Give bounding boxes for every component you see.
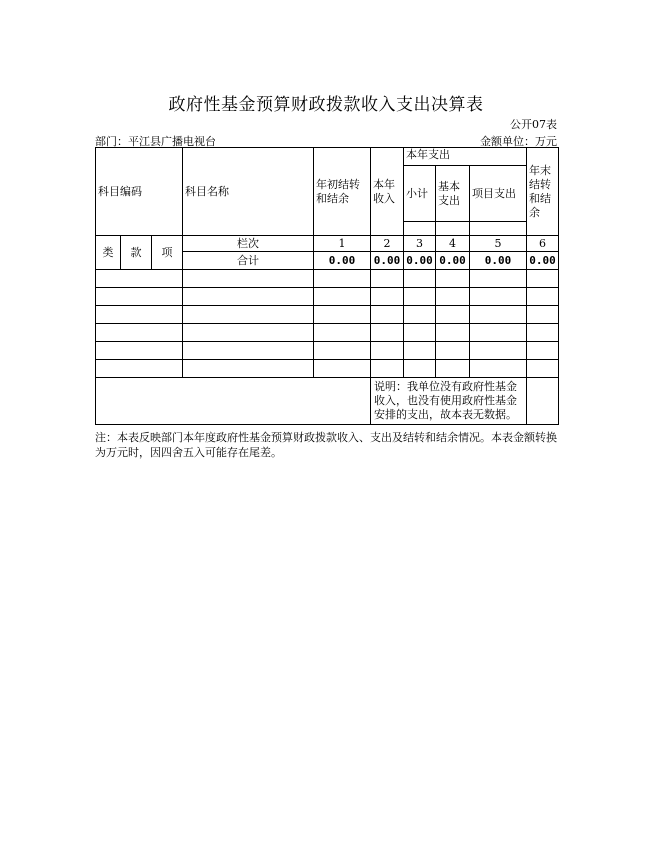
col-num: 5 [470, 236, 527, 252]
header-kuan: 款 [121, 236, 152, 270]
table-row [96, 342, 559, 360]
col-num: 4 [436, 236, 470, 252]
table-row [96, 288, 559, 306]
header-opening-balance: 年初结转和结余 [314, 148, 371, 236]
note-blank [96, 378, 371, 425]
col-num: 6 [527, 236, 559, 252]
header-basic: 基本支出 [436, 166, 470, 222]
total-opening-balance: 0.00 [314, 252, 371, 270]
total-closing-balance: 0.00 [527, 252, 559, 270]
total-subtotal: 0.00 [404, 252, 436, 270]
header-xiang: 项 [152, 236, 183, 270]
col-num: 2 [371, 236, 404, 252]
budget-table [95, 147, 559, 425]
department-label: 部门：平江县广播电视台 [95, 135, 216, 148]
header-spacer [436, 222, 470, 236]
page-title: 政府性基金预算财政拨款收入支出决算表 [168, 95, 484, 115]
header-spacer [470, 222, 527, 236]
total-project: 0.00 [470, 252, 527, 270]
header-project: 项目支出 [470, 166, 527, 222]
total-label: 合计 [183, 252, 314, 270]
total-income: 0.00 [371, 252, 404, 270]
table-row [96, 324, 559, 342]
header-income: 本年收入 [371, 148, 404, 236]
unit-label: 金额单位：万元 [480, 135, 557, 148]
table-row [96, 360, 559, 378]
row-number-label: 栏次 [183, 236, 314, 252]
footnote: 注：本表反映部门本年度政府性基金预算财政拨款收入、支出及结转和结余情况。本表金额转换为万元时，因四舍五入可能存在尾差。 [95, 431, 557, 459]
col-num: 1 [314, 236, 371, 252]
col-num: 3 [404, 236, 436, 252]
header-closing-balance: 年末结转和结余 [527, 148, 559, 236]
header-subject-code: 科目编码 [96, 148, 183, 236]
header-spacer [404, 222, 436, 236]
header-lei: 类 [96, 236, 121, 270]
header-subtotal: 小计 [404, 166, 436, 222]
note-cell: 说明：我单位没有政府性基金收入，也没有使用政府性基金安排的支出，故本表无数据。 [371, 378, 527, 425]
header-expenditure: 本年支出 [404, 148, 527, 166]
header-subject-name: 科目名称 [183, 148, 314, 236]
table-row [96, 306, 559, 324]
form-code: 公开07表 [510, 118, 557, 131]
total-basic: 0.00 [436, 252, 470, 270]
note-blank-end [527, 378, 559, 425]
table-row [96, 270, 559, 288]
